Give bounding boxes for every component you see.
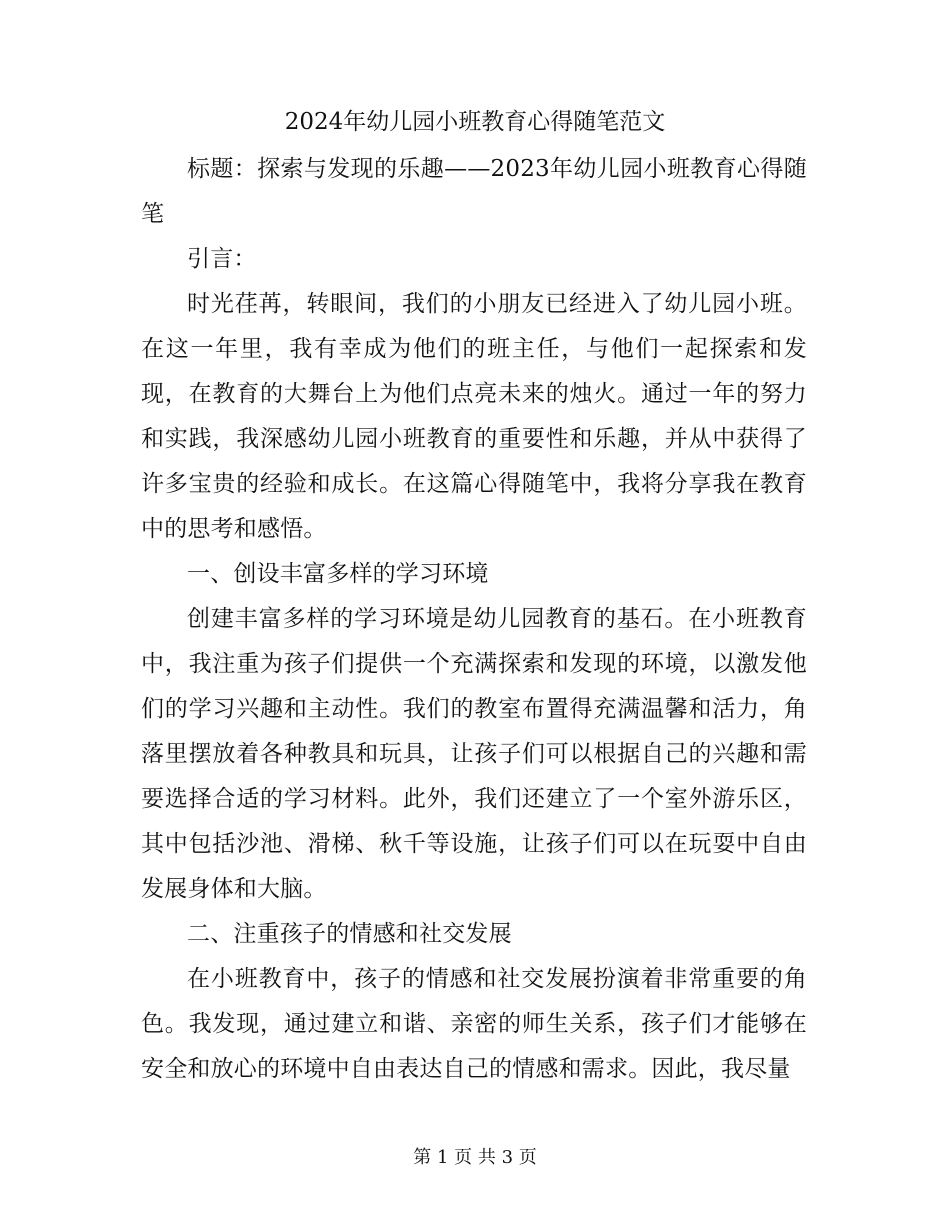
page-footer: 第 1 页 共 3 页 (413, 1147, 537, 1168)
document-title: 2024年幼儿园小班教育心得随笔范文 (284, 109, 666, 135)
intro-heading: 引言： (187, 246, 257, 272)
subtitle-paragraph: 标题：探索与发现的乐趣——2023年幼儿园小班教育心得随笔 (141, 156, 807, 227)
section-paragraph-2: 在小班教育中，孩子的情感和社交发展扮演着非常重要的角色。我发现，通过建立和谐、亲密的师生关系，孩子们才能够在安全和放心的环境中自由表达自己的情感和需求。因此，我尽量 (141, 966, 807, 1082)
document-body (141, 147, 807, 1092)
section-paragraph-1: 创建丰富多样的学习环境是幼儿园教育的基石。在小班教育中，我注重为孩子们提供一个充满探索和发现的环境，以激发他们的学习兴趣和主动性。我们的教室布置得充满温馨和活力，角落里摆放着各种教具和玩具，让孩子们可以根据自己的兴趣和需要选择合适的学习材料。此外，我们还建立了一个室外游乐区，其中包括沙池、滑梯、秋千等设施，让孩子们可以在玩耍中自由发展身体和大脑。 (141, 606, 807, 902)
intro-paragraph: 时光荏苒，转眼间，我们的小朋友已经进入了幼儿园小班。在这一年里，我有幸成为他们的班主任，与他们一起探索和发现，在教育的大舞台上为他们点亮未来的烛火。通过一年的努力和实践，我深感幼儿园小班教育的重要性和乐趣，并从中获得了许多宝贵的经验和成长。在这篇心得随笔中，我将分享我在教育中的思考和感悟。 (141, 291, 807, 542)
section-heading-1: 一、创设丰富多样的学习环境 (187, 561, 489, 587)
section-heading-2: 二、注重孩子的情感和社交发展 (187, 921, 512, 947)
